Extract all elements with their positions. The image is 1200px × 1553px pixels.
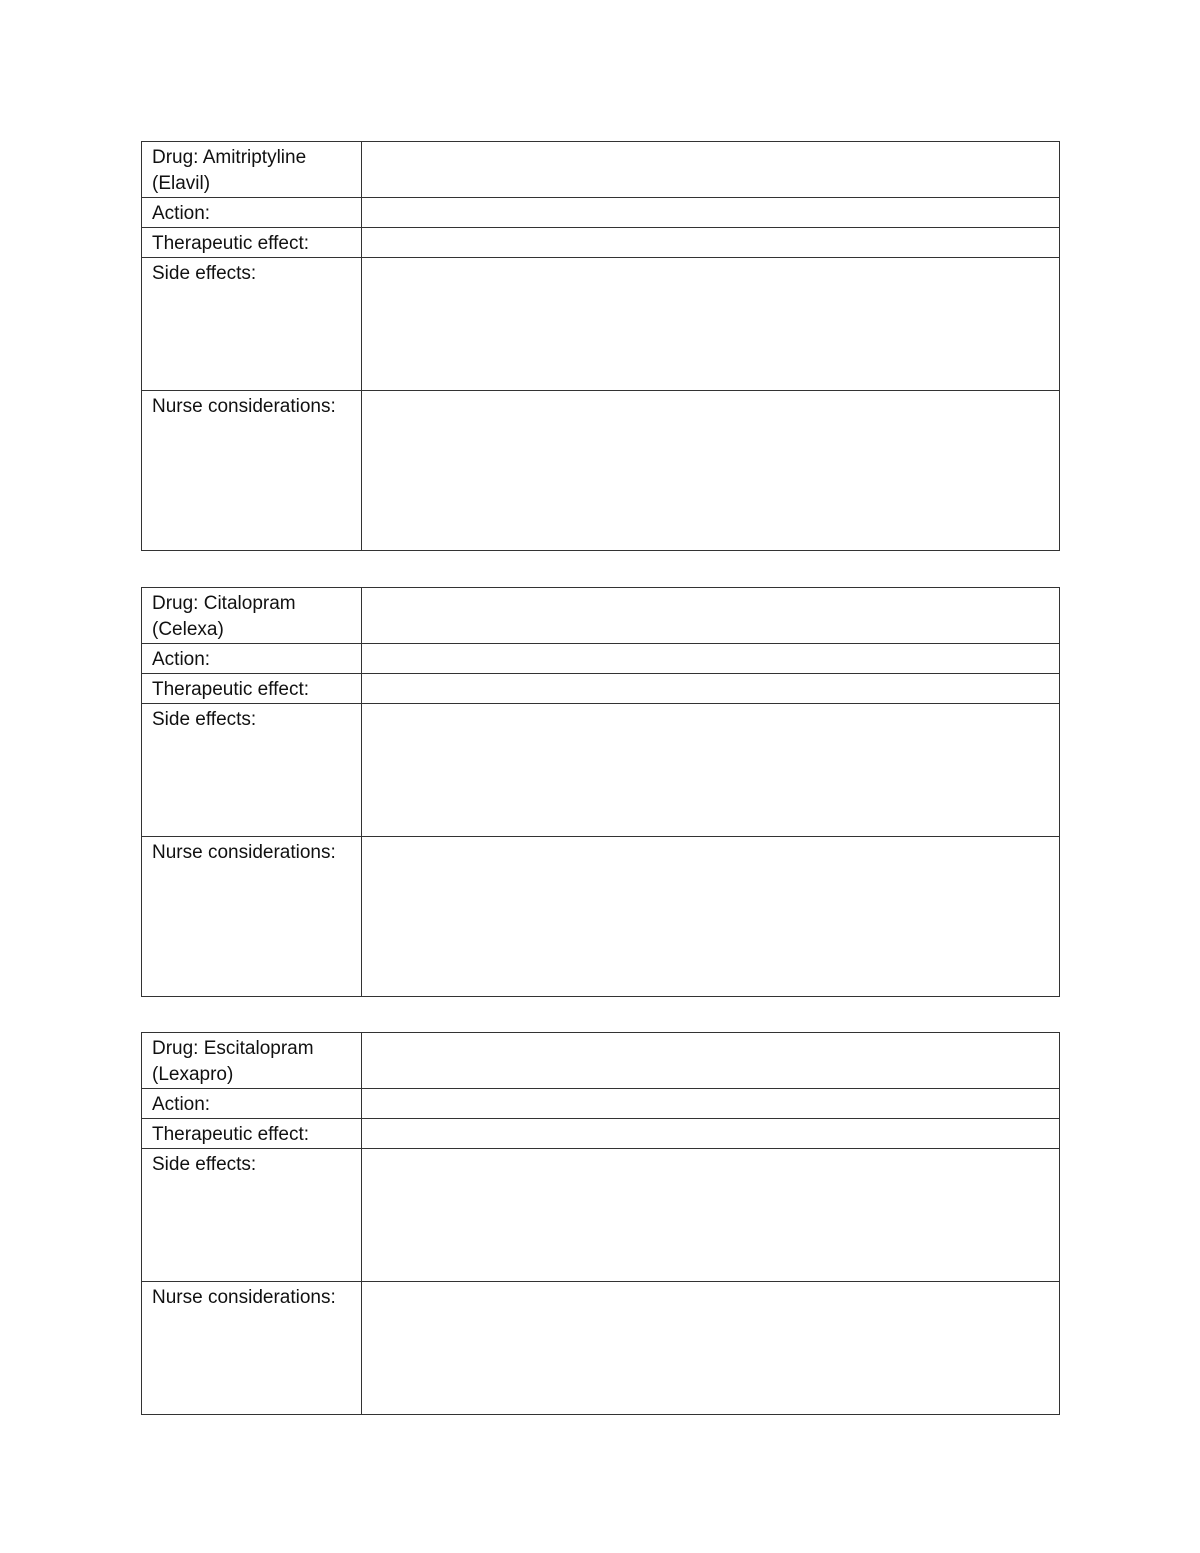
nurse-considerations-row	[142, 1282, 1060, 1415]
therapeutic-effect-value-cell[interactable]	[362, 228, 1060, 258]
nurse-considerations-label: Nurse considerations:	[142, 1282, 362, 1415]
nurse-considerations-label: Nurse considerations:	[142, 837, 362, 997]
nurse-considerations-row	[142, 391, 1060, 551]
therapeutic-effect-row	[142, 674, 1060, 704]
side-effects-value-cell[interactable]	[362, 1149, 1060, 1282]
therapeutic-effect-label: Therapeutic effect:	[142, 228, 362, 258]
side-effects-row	[142, 704, 1060, 837]
drug-table-escitalopram	[141, 1032, 1060, 1415]
action-label: Action:	[142, 1089, 362, 1119]
nurse-considerations-label: Nurse considerations:	[142, 391, 362, 551]
nurse-considerations-row	[142, 837, 1060, 997]
therapeutic-effect-value-cell[interactable]	[362, 1119, 1060, 1149]
action-label: Action:	[142, 198, 362, 228]
drug-label: Drug: Citalopram (Celexa)	[142, 588, 362, 644]
drug-table-citalopram	[141, 587, 1060, 997]
drug-value-cell[interactable]	[362, 142, 1060, 198]
action-value-cell[interactable]	[362, 198, 1060, 228]
drug-row	[142, 1033, 1060, 1089]
drug-row	[142, 142, 1060, 198]
therapeutic-effect-row	[142, 1119, 1060, 1149]
side-effects-row	[142, 258, 1060, 391]
therapeutic-effect-value-cell[interactable]	[362, 674, 1060, 704]
side-effects-row	[142, 1149, 1060, 1282]
side-effects-label: Side effects:	[142, 1149, 362, 1282]
nurse-considerations-value-cell[interactable]	[362, 837, 1060, 997]
side-effects-value-cell[interactable]	[362, 258, 1060, 391]
action-row	[142, 198, 1060, 228]
drug-label: Drug: Escitalopram (Lexapro)	[142, 1033, 362, 1089]
drug-value-cell[interactable]	[362, 588, 1060, 644]
therapeutic-effect-label: Therapeutic effect:	[142, 1119, 362, 1149]
action-value-cell[interactable]	[362, 644, 1060, 674]
side-effects-value-cell[interactable]	[362, 704, 1060, 837]
action-row	[142, 1089, 1060, 1119]
side-effects-label: Side effects:	[142, 704, 362, 837]
drug-value-cell[interactable]	[362, 1033, 1060, 1089]
therapeutic-effect-row	[142, 228, 1060, 258]
action-row	[142, 644, 1060, 674]
drug-table-amitriptyline	[141, 141, 1060, 551]
side-effects-label: Side effects:	[142, 258, 362, 391]
action-value-cell[interactable]	[362, 1089, 1060, 1119]
drug-row	[142, 588, 1060, 644]
therapeutic-effect-label: Therapeutic effect:	[142, 674, 362, 704]
nurse-considerations-value-cell[interactable]	[362, 391, 1060, 551]
action-label: Action:	[142, 644, 362, 674]
nurse-considerations-value-cell[interactable]	[362, 1282, 1060, 1415]
drug-label: Drug: Amitriptyline (Elavil)	[142, 142, 362, 198]
